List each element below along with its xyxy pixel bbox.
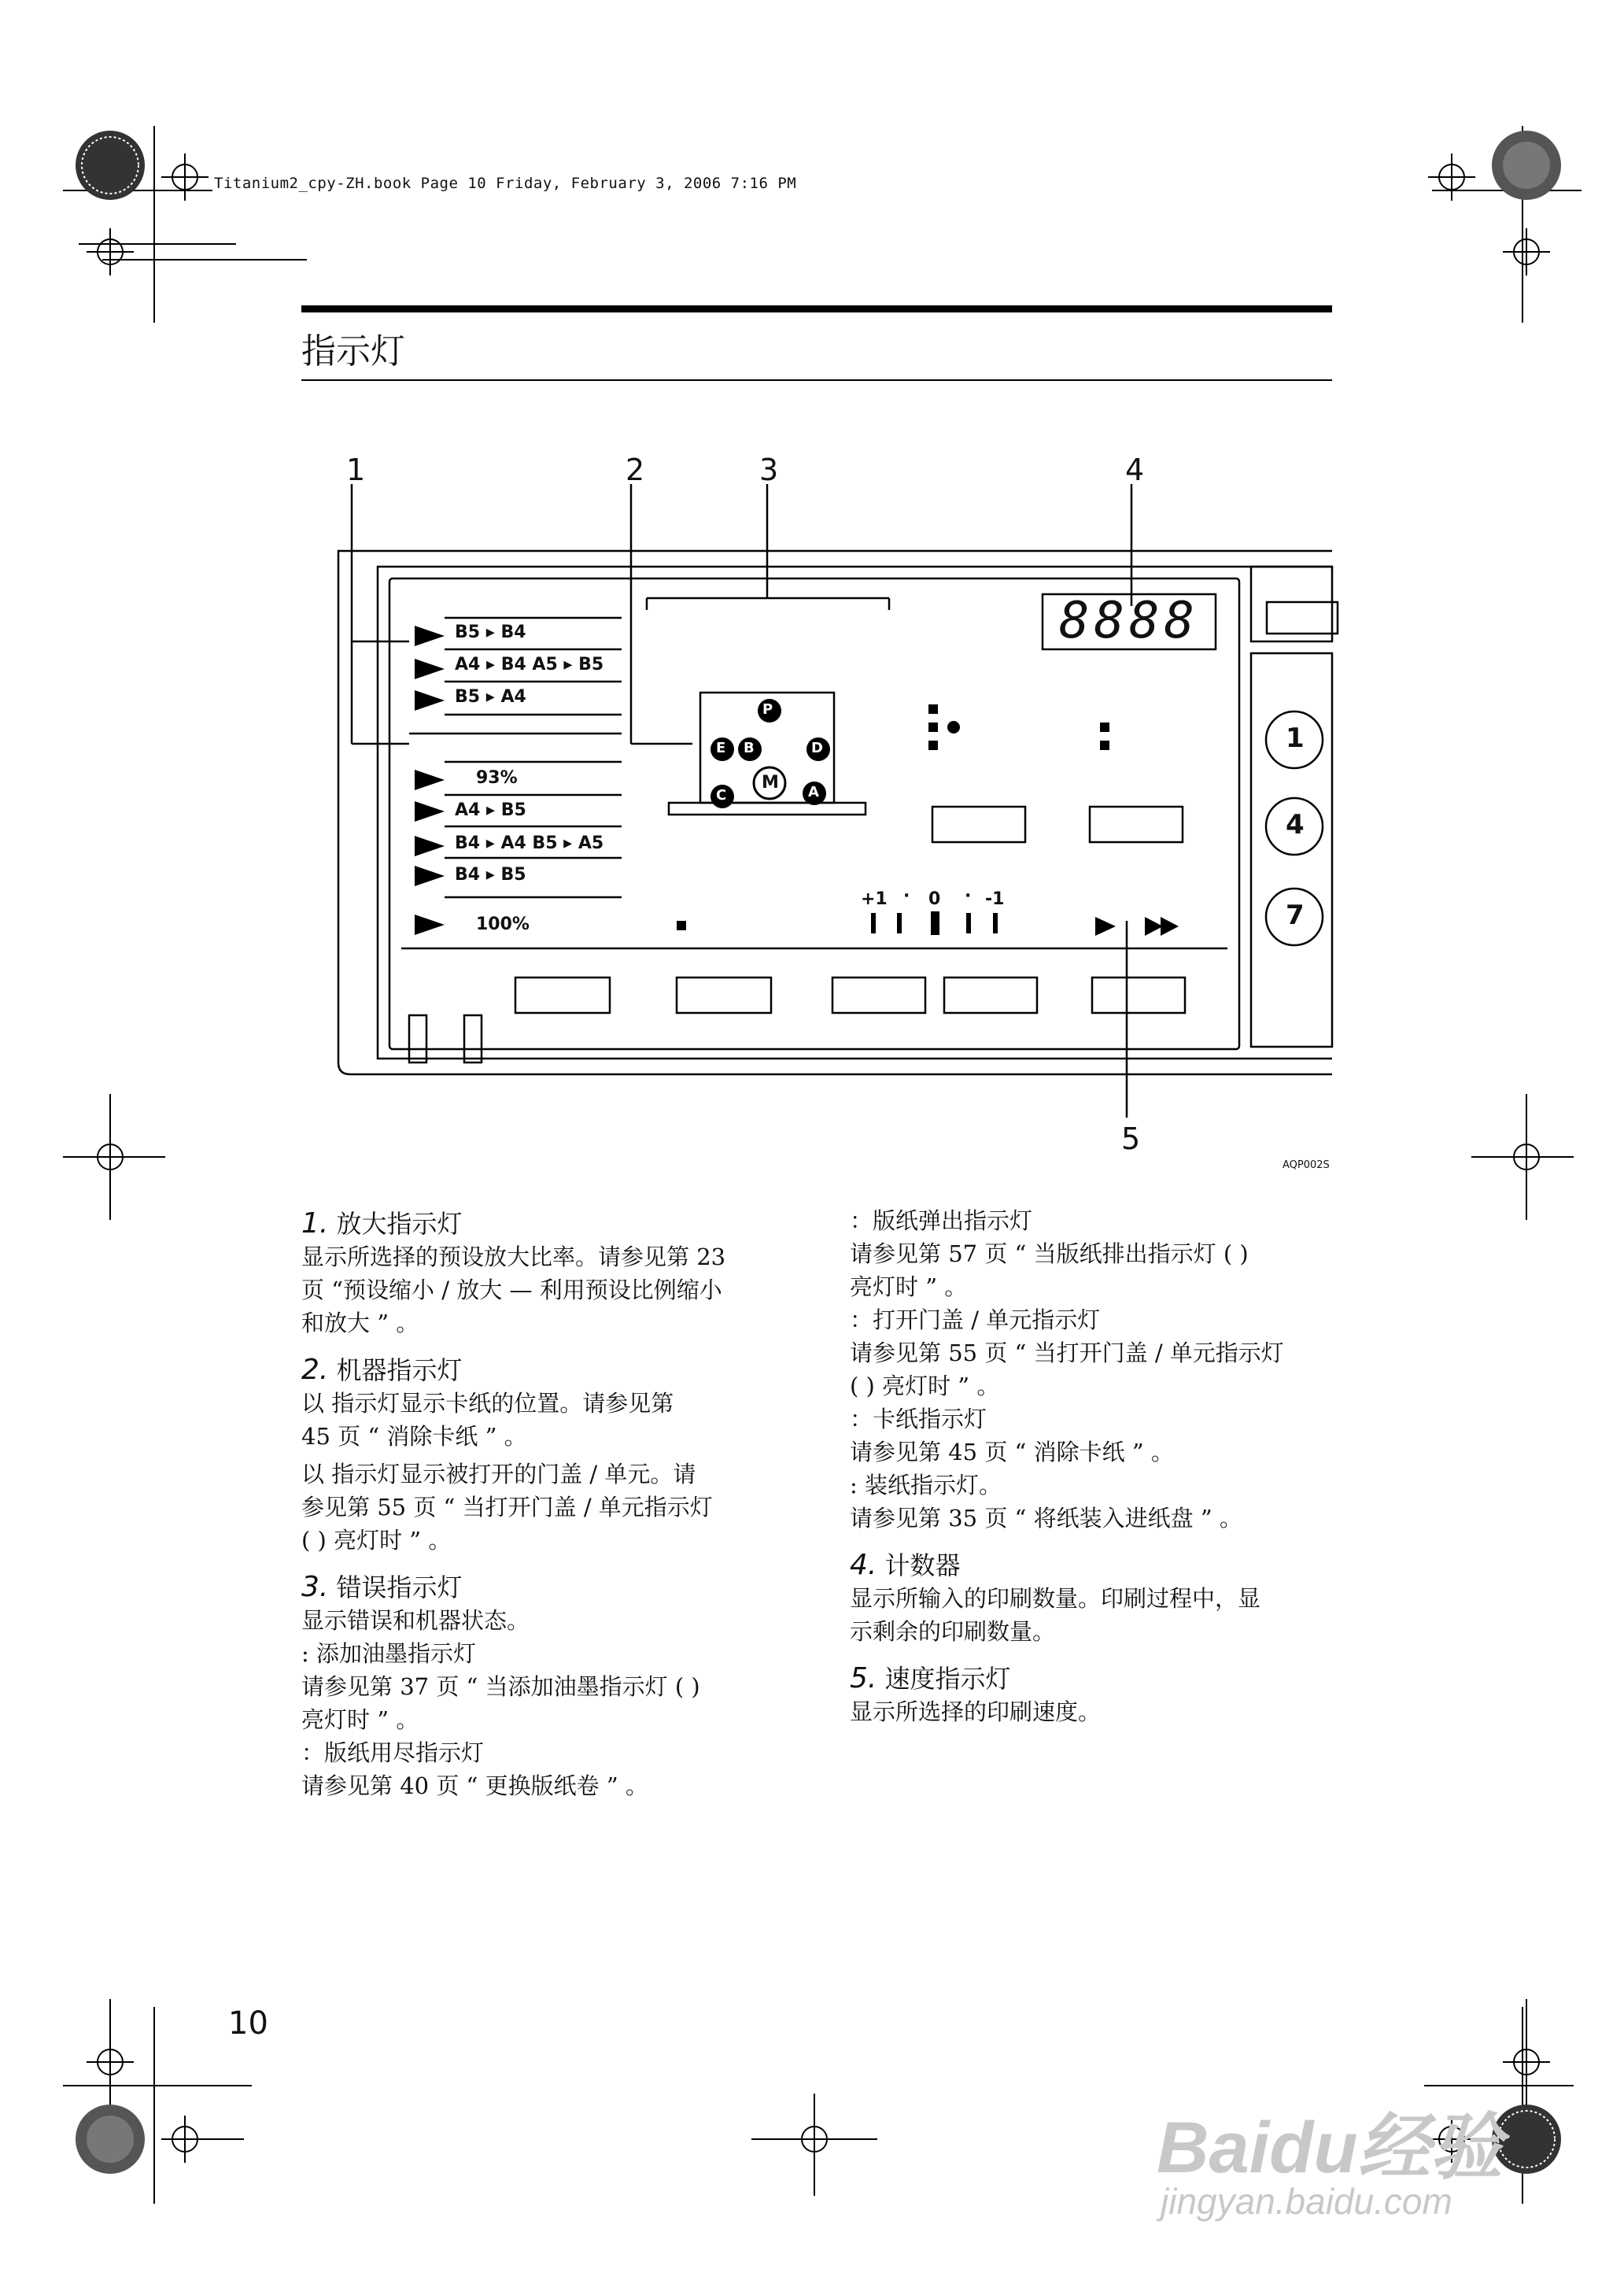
density-zero: 0	[928, 889, 941, 909]
s2-p1-line-2: 45 页 “ 消除卡纸 ” 。	[301, 1423, 527, 1450]
callout-5: 5	[1121, 1122, 1141, 1156]
reduce-preset-1: 93%	[476, 768, 518, 788]
s3-eject-ref-1: 请参见第 57 页 “ 当版纸排出指示灯 ( )	[850, 1240, 1249, 1267]
reduce-preset-3: B4 ▸ A4 B5 ▸ A5	[455, 833, 604, 853]
full-size-label: 100%	[476, 915, 530, 934]
s3-master-item: ：版纸用尽指示灯	[301, 1739, 485, 1766]
section-2-number: 2.	[301, 1354, 329, 1386]
s3-jam-item: ：卡纸指示灯	[850, 1406, 987, 1432]
s3-master-ref: 请参见第 40 页 “ 更换版纸卷 ” 。	[301, 1772, 648, 1799]
key-7: 7	[1286, 900, 1305, 931]
s3-intro: 显示错误和机器状态。	[301, 1607, 530, 1634]
section-4-title: 计数器	[884, 1550, 961, 1580]
machine-letter-d: D	[811, 740, 823, 756]
section-2-p2	[301, 1458, 789, 1557]
page-header: Titanium2_cpy-ZH.book Page 10 Friday, February 3, 2006 7:16 PM	[214, 175, 797, 192]
figure-code: AQP002S	[1283, 1159, 1330, 1171]
section-4-body	[850, 1582, 1338, 1648]
right-column	[850, 1204, 1338, 1733]
reduce-preset-2: A4 ▸ B5	[455, 800, 526, 820]
callout-3: 3	[759, 453, 779, 487]
s3-paper-ref: 请参见第 35 页 “ 将纸装入进纸盘 ” 。	[850, 1505, 1242, 1532]
s4-line-1: 显示所输入的印刷数量。印刷过程中，显	[850, 1585, 1261, 1612]
page-title: 指示灯	[301, 331, 405, 371]
watermark-url: jingyan.baidu.com	[1161, 2181, 1452, 2222]
s3-ink-ref-2: 亮灯时 ” 。	[301, 1706, 419, 1733]
section-5-heading	[850, 1659, 1338, 1695]
section-1-title: 放大指示灯	[336, 1209, 463, 1239]
density-dot-1: ·	[903, 886, 910, 906]
section-3-title: 错误指示灯	[336, 1572, 463, 1602]
callout-2: 2	[626, 453, 645, 487]
section-3-number: 3.	[301, 1571, 329, 1603]
section-5-body	[850, 1695, 1338, 1728]
watermark-brand: Baidu经验	[1157, 2108, 1503, 2188]
s1-line-1: 显示所选择的预设放大比率。请参见第 23	[301, 1244, 726, 1270]
reduce-preset-4: B4 ▸ B5	[455, 865, 526, 885]
s3-eject-item: ：版纸弹出指示灯	[850, 1207, 1033, 1234]
section-1-heading	[301, 1204, 789, 1240]
section-2-p1	[301, 1387, 789, 1453]
section-1-body	[301, 1240, 789, 1340]
s2-p1-line-1: 以 指示灯显示卡纸的位置。请参见第	[301, 1390, 674, 1417]
s2-p2-line-3: ( ) 亮灯时 ” 。	[301, 1527, 452, 1554]
s3-cover-ref-2: ( ) 亮灯时 ” 。	[850, 1373, 1000, 1399]
section-5-number: 5.	[850, 1662, 877, 1694]
s3-cover-item: ：打开门盖 / 单元指示灯	[850, 1306, 1101, 1333]
density-dot-2: ·	[965, 886, 972, 906]
section-5-title: 速度指示灯	[884, 1664, 1011, 1694]
s1-line-2: 页 “预设缩小 / 放大 — 利用预设比例缩小	[301, 1277, 722, 1303]
page-number: 10	[228, 2005, 268, 2042]
zoom-preset-2: A4 ▸ B4 A5 ▸ B5	[455, 655, 604, 674]
machine-letter-c: C	[716, 787, 727, 804]
callout-4: 4	[1125, 453, 1145, 487]
zoom-preset-1: B5 ▸ B4	[455, 623, 526, 642]
s2-p2-line-1: 以 指示灯显示被打开的门盖 / 单元。请	[301, 1461, 696, 1488]
key-1: 1	[1286, 722, 1305, 754]
zoom-preset-3: B5 ▸ A4	[455, 687, 526, 707]
density-plus: +1	[861, 889, 888, 909]
s3-ink-item: : 添加油墨指示灯	[301, 1640, 476, 1667]
s1-line-3: 和放大 ” 。	[301, 1310, 419, 1336]
s3-jam-ref: 请参见第 45 页 “ 消除卡纸 ” 。	[850, 1439, 1174, 1465]
s3-cover-ref-1: 请参见第 55 页 “ 当打开门盖 / 单元指示灯	[850, 1340, 1284, 1366]
section-4-number: 4.	[850, 1549, 877, 1581]
machine-letter-b: B	[744, 740, 755, 756]
s2-p2-line-2: 参见第 55 页 “ 当打开门盖 / 单元指示灯	[301, 1494, 713, 1521]
machine-letter-e: E	[716, 740, 726, 756]
s5-line-1: 显示所选择的印刷速度。	[850, 1698, 1102, 1725]
callout-1: 1	[346, 453, 366, 487]
section-3-body	[301, 1604, 789, 1802]
left-column	[301, 1204, 789, 1802]
s3-ink-ref-1: 请参见第 37 页 “ 当添加油墨指示灯 ( )	[301, 1673, 700, 1700]
section-1-number: 1.	[301, 1207, 329, 1240]
machine-letter-m: M	[762, 773, 779, 793]
section-3-heading	[301, 1568, 789, 1604]
machine-letter-p: P	[762, 701, 773, 718]
section-3-continued	[850, 1204, 1338, 1535]
s3-paper-item: : 装纸指示灯。	[850, 1472, 1002, 1499]
key-4: 4	[1286, 809, 1305, 841]
counter-display: 8888	[1058, 592, 1200, 650]
machine-letter-a: A	[808, 784, 819, 800]
s3-eject-ref-2: 亮灯时 ” 。	[850, 1273, 968, 1300]
s4-line-2: 示剩余的印刷数量。	[850, 1618, 1056, 1645]
density-minus: -1	[985, 889, 1005, 909]
section-2-heading	[301, 1351, 789, 1387]
section-4-heading	[850, 1546, 1338, 1582]
section-2-title: 机器指示灯	[336, 1355, 463, 1385]
